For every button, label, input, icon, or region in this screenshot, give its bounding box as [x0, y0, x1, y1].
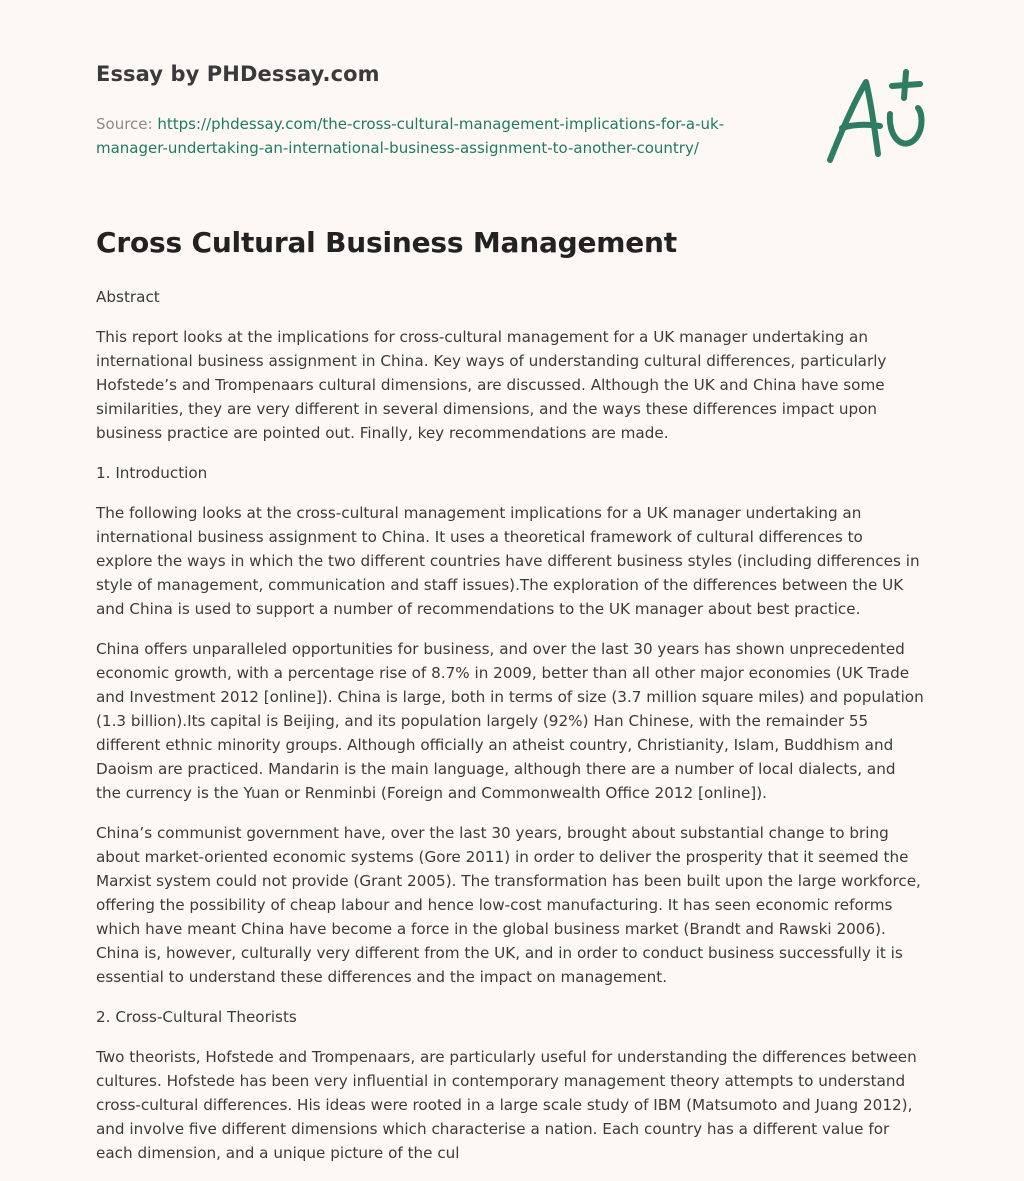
source-link-line-2: manager-undertaking-an-international-business-assignment-to-another-country/ [96, 139, 699, 157]
introduction-paragraph-3: China’s communist government have, over the last 30 years, brought about substantial change to bring about market-oriented economic systems (Gore 2011) in order to deliver the prosperity that it seemed the Marxist system could not provide (Grant 2005). The transformation has been built upon the large workforce, offering the possibility of cheap labour and hence low-cost manufacturing. It has seen economic reforms which have meant China have become a force in the global business market (Brandt and Rawski 2006). China is, however, culturally very different from the UK, and in order to conduct business successfully it is essential to understand these differences and the impact on management. [96, 824, 921, 986]
introduction-heading: 1. Introduction [96, 464, 208, 482]
essay-content [96, 226, 924, 1181]
source-line [96, 112, 776, 160]
essay-header [96, 62, 776, 160]
source-link-line-1: https://phdessay.com/the-cross-cultural-management-implications-for-a-uk- [157, 115, 725, 133]
theorists-paragraph: Two theorists, Hofstede and Trompenaars, are particularly useful for understanding the differences between cultures. Hofstede has been very influential in contemporary management theory attempts to understand cross-cultural differences. His ideas were rooted in a large scale study of IBM (Matsumoto and Juang 2012), and involve five different dimensions which characterise a nation. Each country has a different value for each dimension, and a unique picture of the cul [96, 1048, 917, 1162]
theorists-heading: 2. Cross-Cultural Theorists [96, 1008, 297, 1026]
abstract-heading: Abstract [96, 288, 160, 306]
site-brand: Essay by PHDessay.com [96, 62, 380, 86]
abstract-paragraph: This report looks at the implications for cross-cultural management for a UK manager undertaking an international business assignment in China. Key ways of understanding cultural differences, particularly Hofstede’s and Trompenaars cultural dimensions, are discussed. Although the UK and China have some similarities, they are very different in several dimensions, and the ways these differences impact upon business practice are pointed out. Finally, key recommendations are made. [96, 328, 887, 442]
a-plus-logo-icon [820, 68, 930, 168]
source-label: Source: [96, 115, 153, 133]
introduction-paragraph-2: China offers unparalleled opportunities for business, and over the last 30 years has shown unprecedented economic growth, with a percentage rise of 8.7% in 2009, better than all other major economies (UK Trade and Investment 2012 [online]). China is large, both in terms of size (3.7 million square miles) and population (1.3 billion).Its capital is Beijing, and its population largely (92%) Han Chinese, with the remainder 55 different ethnic minority groups. Although officially an atheist country, Christianity, Islam, Buddhism and Daoism are practiced. Mandarin is the main language, although there are a number of local dialects, and the currency is the Yuan or Renminbi (Foreign and Commonwealth Office 2012 [online]). [96, 640, 924, 802]
introduction-paragraph-1: The following looks at the cross-cultural management implications for a UK manager undertaking an international business assignment to China. It uses a theoretical framework of cultural differences to explore the ways in which the two different countries have different business styles (including differences in style of management, communication and staff issues).The exploration of the differences between the UK and China is used to support a number of recommendations to the UK manager about best practice. [96, 504, 920, 618]
essay-title: Cross Cultural Business Management [96, 226, 677, 259]
source-link[interactable] [96, 115, 724, 157]
